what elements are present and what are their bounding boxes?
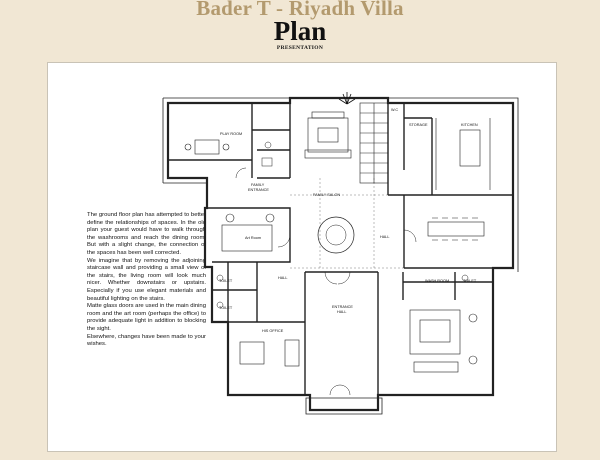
- room-label-family-entrance: FAMILY: [251, 183, 265, 187]
- room-label-entrance-hall: HALL: [337, 310, 347, 314]
- office-desk: [240, 340, 299, 366]
- play-table: [185, 140, 229, 154]
- page-title: Plan: [273, 16, 327, 46]
- room-label-wc: W.C: [391, 108, 399, 112]
- interior-wall: [403, 272, 493, 300]
- terrace-edge: [388, 98, 518, 272]
- interior-wall: [168, 103, 290, 178]
- salon-sofa-set: [410, 310, 477, 372]
- description-paragraph: Elsewhere, changes have been made to your wishes.: [87, 333, 206, 348]
- staircase: [360, 103, 388, 183]
- interior-wall: [305, 272, 378, 395]
- round-table: [326, 225, 346, 245]
- room-label-toilet: TOILET: [219, 306, 233, 310]
- entrance-steps: [306, 398, 382, 414]
- interior-wall: [388, 103, 513, 195]
- kitchen-island: [436, 118, 490, 190]
- room-label-toilet: TOILET: [219, 279, 233, 283]
- exterior-wall: [168, 98, 513, 410]
- room-label-family-salon: FAMILY SALON: [313, 193, 341, 197]
- description-paragraph: Matte glass doors are used in the main dining room and the art room (perhaps the office) to provide adequate light in addition to blocking the sight.: [87, 303, 206, 332]
- sofa-set: [305, 112, 351, 158]
- room-label-toilet: TOILET: [463, 279, 477, 283]
- room-label-wash-room: WASH ROOM: [425, 279, 450, 283]
- room-label-his-office: HIS OFFICE: [262, 329, 284, 333]
- art-room-furniture: [222, 214, 274, 251]
- column-grid: [290, 178, 404, 268]
- room-label-hall: HALL: [380, 235, 390, 239]
- room-label-storage: STORAGE: [409, 123, 428, 127]
- page-subtitle: PRESENTATION: [276, 45, 324, 51]
- dining-table: [428, 218, 484, 240]
- description-paragraph: The ground floor plan has attempted to better define the relationships of spaces. In the old plan your guest would have to walk through the washrooms and reach the dining room. But with a slight change, the connection of the spaces has been well corrected.: [87, 212, 206, 256]
- round-table: [318, 217, 354, 253]
- interior-wall: [207, 208, 290, 262]
- room-label-entrance-hall: ENTRANCE: [332, 305, 353, 309]
- door-swings: [236, 168, 416, 395]
- description-paragraph: We imagine that by removing the adjoining staircase wall and providing a small view of the stairs, the living room will look much nicer. Whether downstairs or upstairs. Especially if you use elegant materials and beautiful lighting on the stairs.: [87, 257, 206, 302]
- room-label-play-room: PLAY ROOM: [220, 132, 243, 136]
- interior-wall: [404, 195, 513, 268]
- room-label-kitchen: KITCHEN: [461, 123, 478, 127]
- room-label-art-room: Art Room: [245, 236, 262, 240]
- interior-wall: [212, 262, 305, 322]
- terrace-edge: [163, 98, 290, 183]
- project-title: Bader T - Riyadh Villa: [196, 0, 404, 20]
- room-label-hall: HALL: [278, 276, 288, 280]
- room-label-family-entrance: ENTRANCE: [248, 188, 269, 192]
